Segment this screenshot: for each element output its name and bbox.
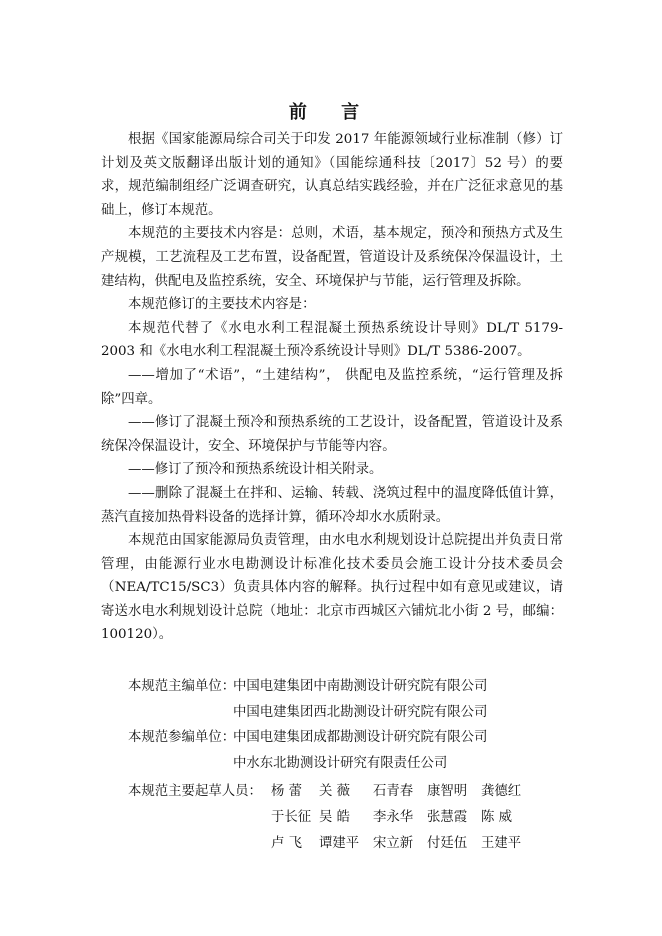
drafters-label: 本规范主要起草人员：	[128, 784, 262, 799]
paragraph-replaces: 本规范代替了《水电水利工程混凝土预热系统设计导则》DL/T 5179-2003 和《水电水利工程混凝土预冷系统设计导则》DL/T 5386-2007。	[101, 320, 563, 360]
drafters-row	[101, 831, 563, 857]
drafter-name: 谭建平	[319, 836, 360, 851]
participating-unit-name: 中国电建集团成都勘测设计研究院有限公司	[233, 730, 488, 745]
drafter-name: 吴 皓	[319, 810, 351, 825]
drafter-name: 陈 威	[481, 810, 513, 825]
chief-unit-row	[101, 700, 563, 726]
chief-units-block	[101, 674, 563, 725]
drafter-name: 康智明	[427, 784, 468, 799]
paragraph-management: 本规范由国家能源局负责管理，由水电水利规划设计总院提出并负责日常管理，由能源行业水电勘测设计标准化技术委员会施工设计分技术委员会（NEA/TC15/SC3）负责具体内容的解释。执行过程中如有意见或建议，请寄送水电水利规划设计总院（地址：北京市西城区六铺炕北小街 2 号，邮编：100120）。	[101, 533, 563, 643]
drafter-name: 关 薇	[319, 784, 351, 799]
drafter-name: 龚德红	[481, 784, 522, 799]
participating-unit-row	[101, 751, 563, 777]
paragraph-revised-appendix: ——修订了预冷和预热系统设计相关附录。	[128, 462, 383, 478]
page-title: 前 言	[288, 102, 374, 123]
chief-unit-name: 中国电建集团中南勘测设计研究院有限公司	[233, 679, 488, 694]
body-text	[101, 128, 563, 647]
chief-units-label: 本规范主编单位：	[128, 679, 236, 694]
paragraph-deleted: ——删除了混凝土在拌和、运输、转载、浇筑过程中的温度降低值计算，蒸汽直接加热骨料设备的选择计算，循环冷却水水质附录。	[101, 485, 563, 525]
paragraph-revision-intro: 本规范修订的主要技术内容是：	[128, 297, 316, 313]
drafter-name: 卢 飞	[271, 836, 303, 851]
paragraph-revised-design: ——修订了混凝土预冷和预热系统的工艺设计，设备配置，管道设计及系统保冷保温设计，安全、环境保护与节能等内容。	[101, 415, 563, 454]
participating-unit-name: 中水东北勘测设计研究有限责任公司	[233, 755, 448, 771]
drafter-name: 于长征	[271, 810, 312, 825]
drafter-name: 付廷伍	[427, 836, 468, 851]
chief-unit-name: 中国电建集团西北勘测设计研究院有限公司	[233, 704, 488, 720]
paragraph-main-content: 本规范的主要技术内容是：总则，术语，基本规定，预冷和预热方式及生产规模，工艺流程及工艺布置，设备配置，管道设计及系统保冷保温设计，土建结构，供配电及监控系统，安全、环境保护与节能，运行管理及拆除。	[101, 226, 563, 289]
drafters-row	[101, 805, 563, 831]
paragraph-added-chapters: ——增加了“术语”，“土建结构”， 供配电及监控系统，“运行管理及拆除”四章。	[101, 367, 563, 407]
paragraph-basis: 根据《国家能源局综合司关于印发 2017 年能源领域行业标准制（修）订计划及英文版翻译出版计划的通知》（国能综通科技〔2017〕52 号）的要求，规范编制组经广泛调查研究，认真总结实践经验，并在广泛征求意见的基础上，修订本规范。	[101, 132, 563, 218]
drafter-name: 宋立新	[373, 836, 414, 851]
participating-units-label: 本规范参编单位：	[128, 730, 236, 745]
chief-unit-row	[101, 674, 563, 700]
participating-unit-row	[101, 725, 563, 751]
drafter-name: 李永华	[373, 810, 414, 825]
drafter-name: 石青春	[373, 784, 414, 799]
drafters-row	[101, 779, 563, 805]
participating-units-block	[101, 725, 563, 776]
drafter-name: 王建平	[481, 836, 522, 851]
drafter-name: 张慧霞	[427, 810, 468, 825]
drafter-name: 杨 蕾	[271, 784, 303, 799]
drafters-block	[101, 779, 563, 857]
